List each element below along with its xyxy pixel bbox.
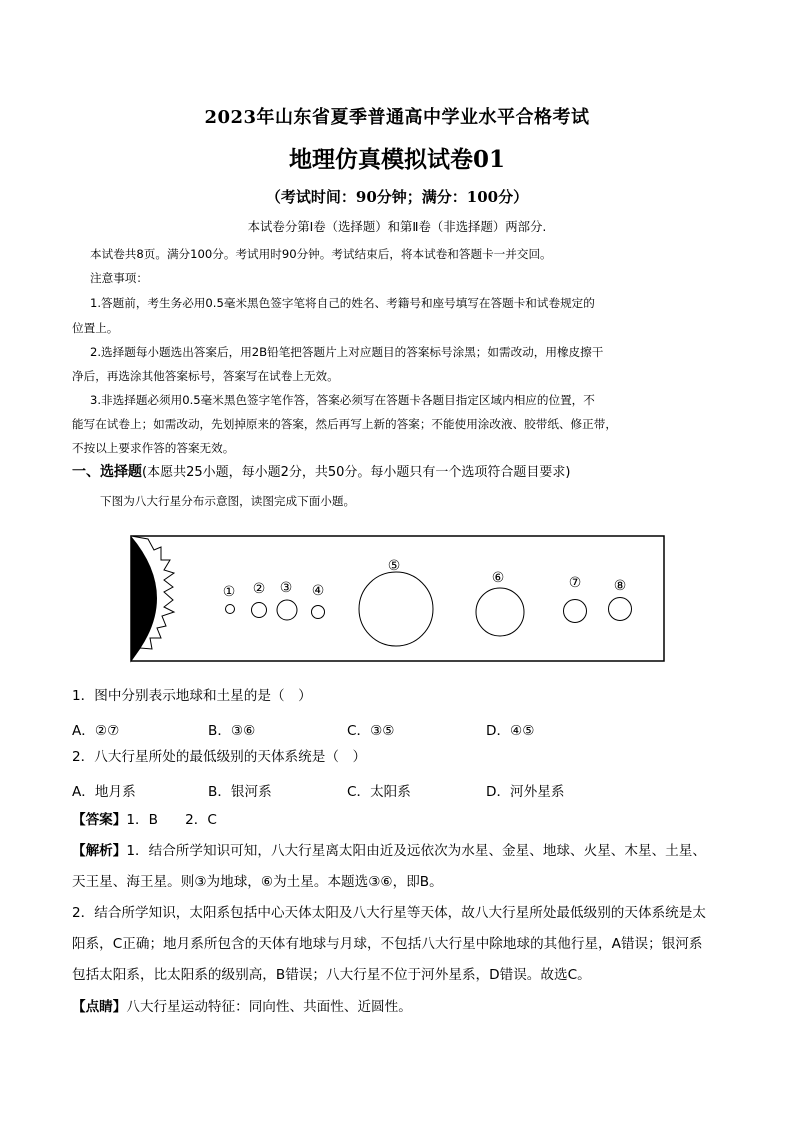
planet-1 xyxy=(226,605,235,614)
tip-tag: 【点睛】 xyxy=(72,999,127,1015)
option-c: C．太阳系 xyxy=(347,784,411,800)
notice-item: 3.非选择题必须用0.5毫米黑色签字笔作答，答案必须写在答题卡各题目指定区域内相应的位置，不 xyxy=(90,393,595,407)
section-title: 一、选择题 xyxy=(72,464,142,480)
option-b: B．③⑥ xyxy=(208,723,256,739)
question-stem: 1．图中分别表示地球和土星的是（ ） xyxy=(72,688,312,704)
option-b: B．银河系 xyxy=(208,784,272,800)
planet-label: ⑤ xyxy=(387,558,401,574)
option-d: D．河外星系 xyxy=(486,784,565,800)
analysis-text: 2．结合所学知识，太阳系包括中心天体太阳及八大行星等天体，故八大行星所处最低级别的天体系统是太 xyxy=(72,905,706,921)
notice-item: 能写在试卷上；如需改动，先划掉原来的答案，然后再写上新的答案；不能使用涂改液、胶带纸、修正带， xyxy=(72,417,617,431)
analysis-tag: 【解析】 xyxy=(72,843,127,859)
planet-3 xyxy=(277,600,297,620)
planet-2 xyxy=(252,603,267,618)
paper-title: 地理仿真模拟试卷01 xyxy=(288,146,505,173)
answer-line xyxy=(72,812,217,828)
planet-8 xyxy=(609,598,632,621)
analysis-text: 包括太阳系，比太阳系的级别高，B错误；八大行星不位于河外星系，D错误。故选C。 xyxy=(72,967,591,983)
option-a: A．②⑦ xyxy=(72,723,120,739)
tip-text: 八大行星运动特征：同向性、共面性、近圆性。 xyxy=(126,999,412,1015)
option-c: C．③⑤ xyxy=(347,723,395,739)
notice-title: 注意事项： xyxy=(90,271,148,285)
question-stem: 2．八大行星所处的最低级别的天体系统是（ ） xyxy=(72,749,367,765)
option-a: A．地月系 xyxy=(72,784,136,800)
planet-label: ① xyxy=(222,584,236,600)
analysis-text: 1．结合所学知识可知，八大行星离太阳由近及远依次为水星、金星、地球、火星、木星、土星、 xyxy=(126,843,706,859)
intro-line: 本试卷共8页。满分100分。考试用时90分钟。考试结束后，将本试卷和答题卡一并交回。 xyxy=(90,247,552,261)
answer-text: 1．B 2．C xyxy=(126,812,217,828)
exam-title: 2023年山东省夏季普通高中学业水平合格考试 xyxy=(204,107,590,128)
analysis-text: 阳系，C正确；地月系所包含的天体有地球与月球，不包括八大行星中除地球的其他行星，A错误；银河系 xyxy=(72,936,703,952)
section-note: (本愿共25小题，每小题2分，共50分。每小题只有一个选项符合题目要求) xyxy=(142,465,571,480)
analysis-text: 天王星、海王星。则③为地球，⑥为土星。本题选③⑥，即B。 xyxy=(72,874,443,890)
notice-item: 1.答题前，考生务必用0.5毫米黑色签字笔将自己的姓名、考籍号和座号填写在答题卡和试卷规定的 xyxy=(90,296,595,310)
tip-line xyxy=(72,999,412,1015)
planet-label: ⑥ xyxy=(491,570,505,586)
notice-item: 2.选择题每小题选出答案后，用2B铅笔把答题片上对应题目的答案标号涂黑；如需改动，用橡皮擦干 xyxy=(90,345,604,359)
answer-tag: 【答案】 xyxy=(72,812,127,828)
planet-label: ④ xyxy=(311,583,325,599)
notice-item: 不按以上要求作答的答案无效。 xyxy=(72,441,235,455)
notice-item: 位置上。 xyxy=(72,321,119,335)
planet-distribution-figure xyxy=(128,534,668,664)
planet-6 xyxy=(476,588,524,636)
planet-label: ⑧ xyxy=(613,578,627,594)
planet-4 xyxy=(312,606,325,619)
section-heading xyxy=(72,464,571,481)
figure-intro: 下图为八大行星分布示意图，读图完成下面小题。 xyxy=(100,494,356,508)
planet-5 xyxy=(359,572,433,646)
analysis-line xyxy=(72,843,706,859)
notice-item: 净后，再选涂其他答案标号，答案写在试卷上无效。 xyxy=(72,369,339,383)
exam-time-score: （考试时间：90分钟；满分：100分） xyxy=(265,188,529,206)
option-d: D．④⑤ xyxy=(486,723,535,739)
planet-label: ⑦ xyxy=(568,575,582,591)
planet-label: ② xyxy=(252,581,266,597)
planet-label: ③ xyxy=(279,580,293,596)
planet-7 xyxy=(564,600,587,623)
intro-line: 本试卷分第Ⅰ卷（选择题）和第Ⅱ卷（非选择题）两部分. xyxy=(247,219,547,234)
